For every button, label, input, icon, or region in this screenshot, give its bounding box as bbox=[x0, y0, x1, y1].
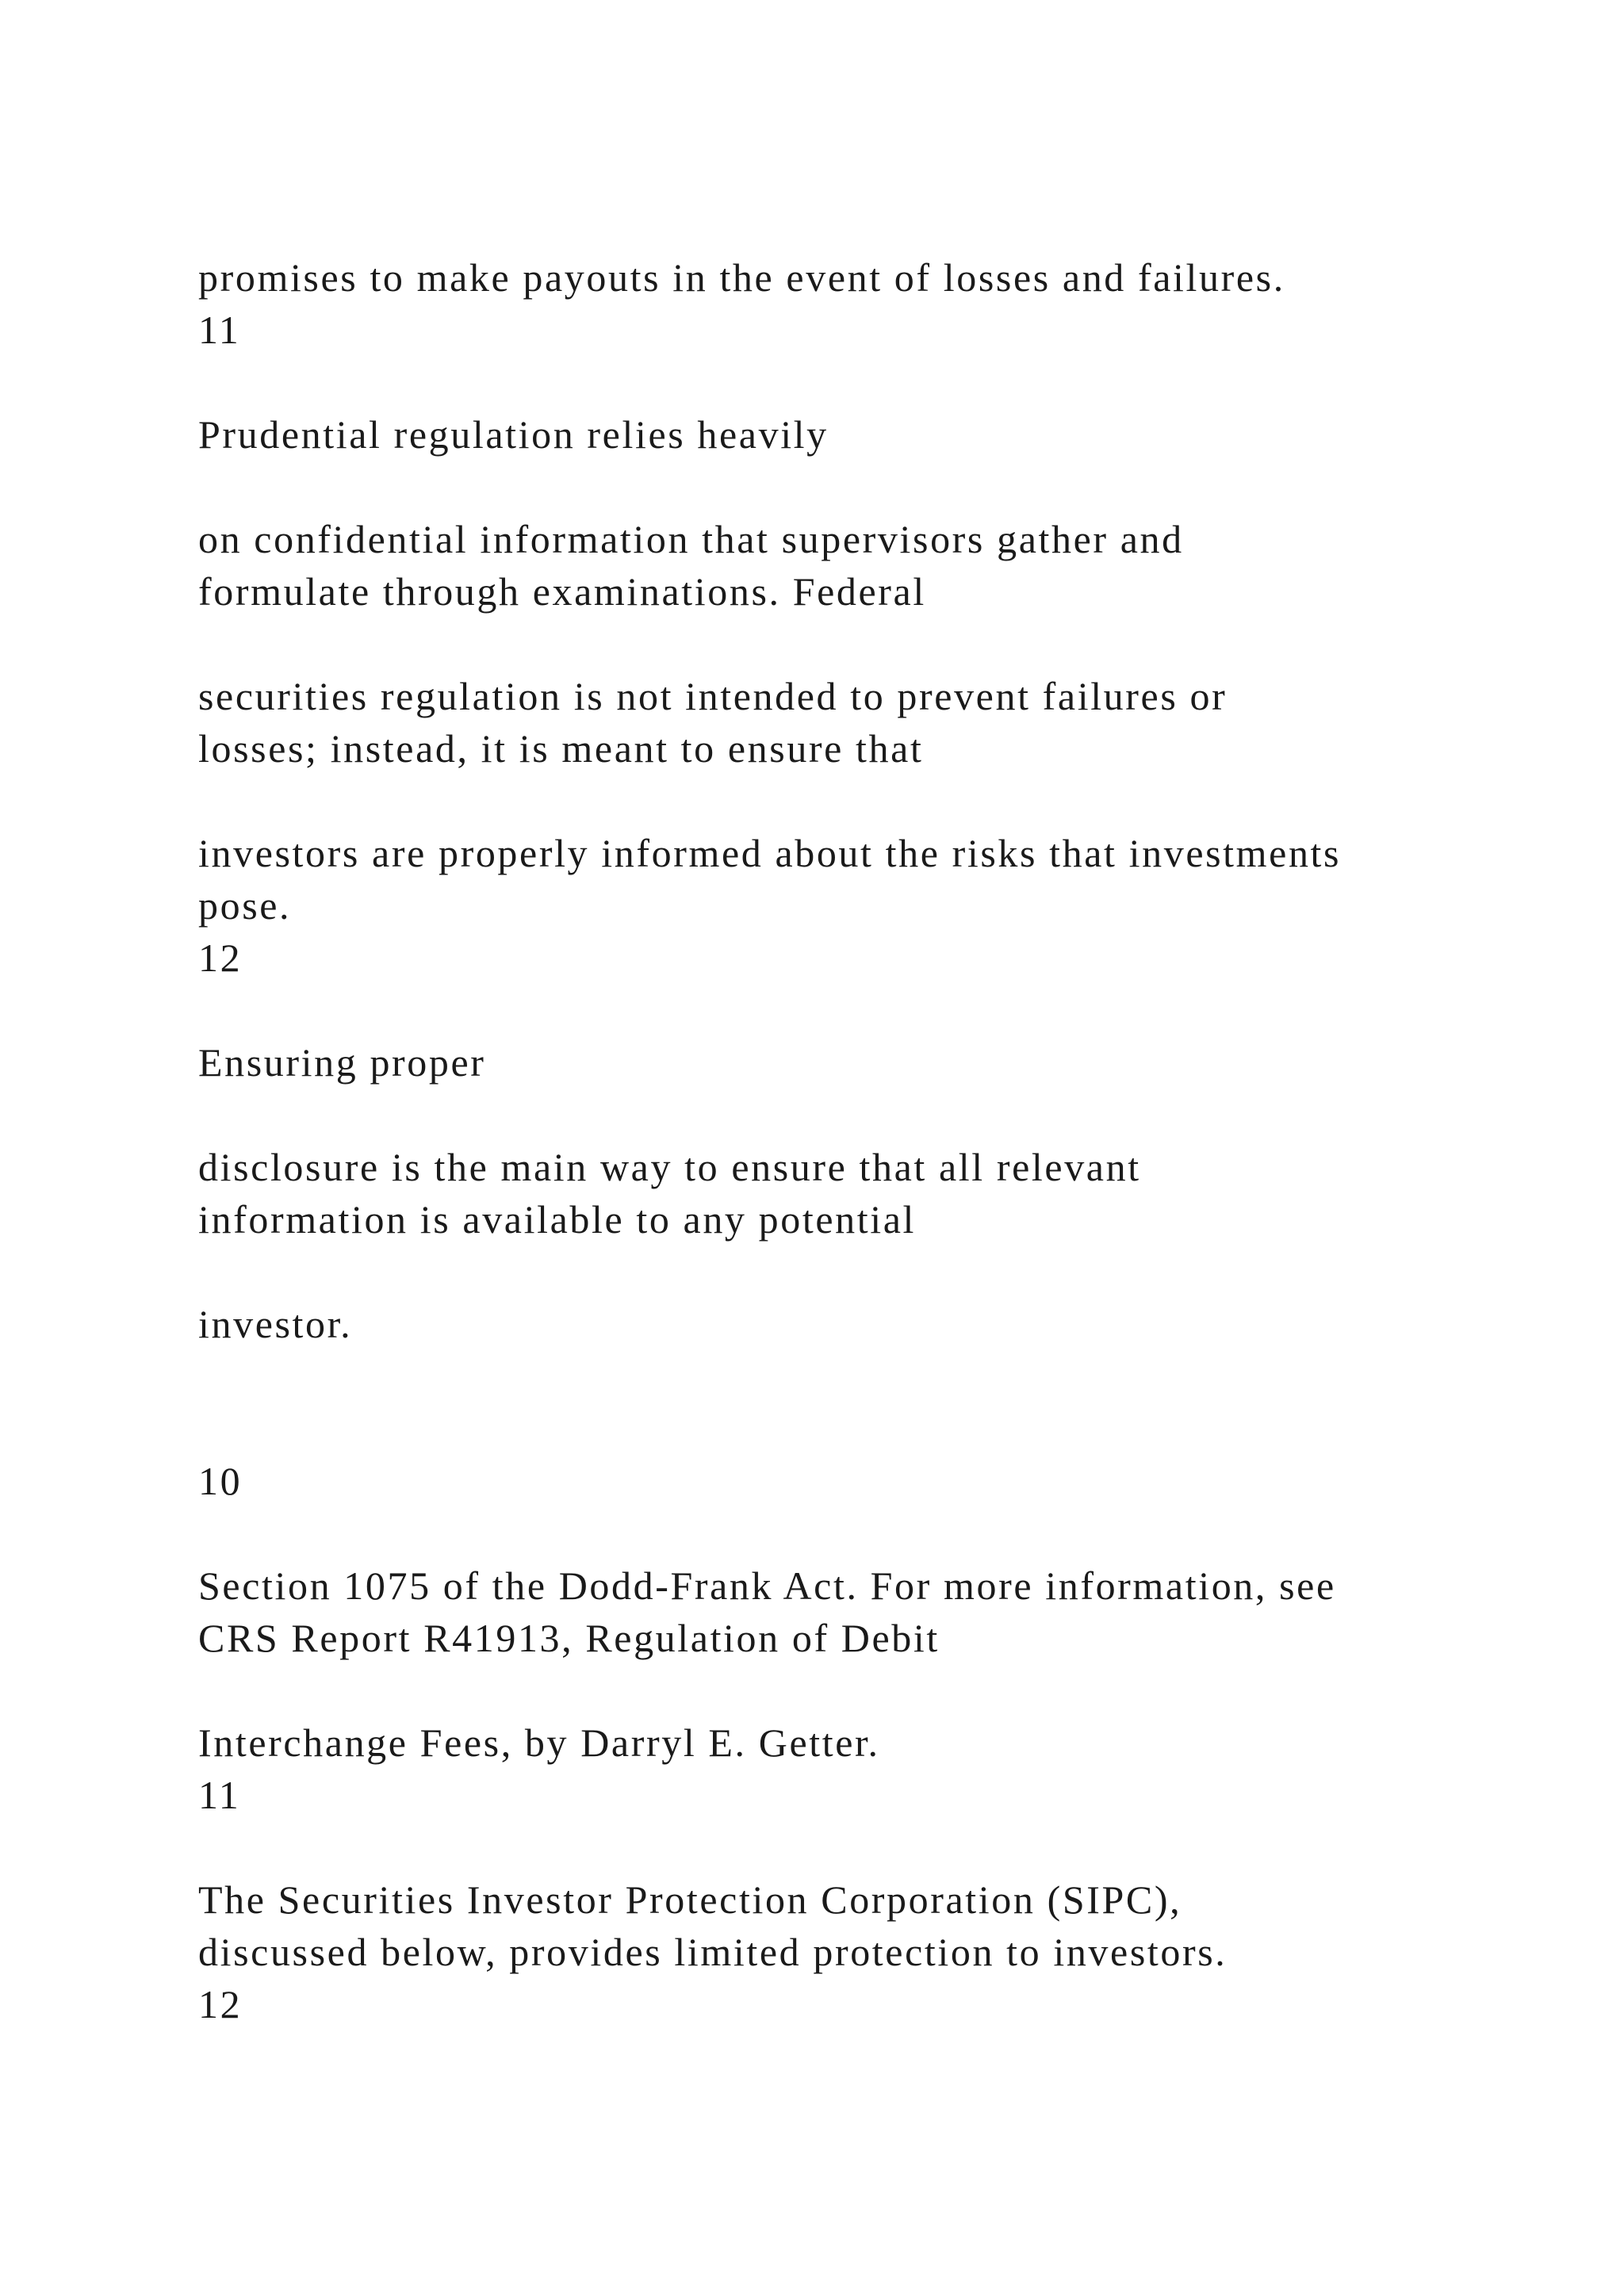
body-text-line: disclosure is the main way to ensure that all relevant bbox=[198, 1145, 1141, 1189]
body-text-line: pose. bbox=[198, 883, 292, 928]
footnote-marker: 11 bbox=[198, 308, 241, 352]
body-text-line: information is available to any potential bbox=[198, 1197, 916, 1242]
body-text-line: securities regulation is not intended to prevent failures or bbox=[198, 674, 1228, 718]
footnote-text: The Securities Investor Protection Corporation (SIPC), bbox=[198, 1877, 1182, 1922]
body-text-line: on confidential information that supervisors gather and bbox=[198, 517, 1184, 561]
body-text-line: Prudential regulation relies heavily bbox=[198, 412, 829, 457]
footnote-text: Section 1075 of the Dodd-Frank Act. For more information, see bbox=[198, 1563, 1336, 1608]
body-text-line: formulate through examinations. Federal bbox=[198, 569, 926, 614]
footnote-text: Interchange Fees, by Darryl E. Getter. bbox=[198, 1720, 880, 1765]
footnote-number: 11 bbox=[198, 1773, 241, 1817]
body-text-line: Ensuring proper bbox=[198, 1040, 486, 1085]
footnote-text: discussed below, provides limited protection to investors. bbox=[198, 1930, 1228, 1974]
body-text-line: investor. bbox=[198, 1302, 353, 1346]
footnote-number: 10 bbox=[198, 1459, 243, 1503]
body-text-line: promises to make payouts in the event of losses and failures. bbox=[198, 255, 1285, 300]
body-text-line: investors are properly informed about the risks that investments bbox=[198, 831, 1342, 875]
footnote-text: CRS Report R41913, Regulation of Debit bbox=[198, 1616, 940, 1660]
body-text-line: losses; instead, it is meant to ensure that bbox=[198, 726, 924, 771]
footnote-marker: 12 bbox=[198, 936, 243, 980]
footnote-number: 12 bbox=[198, 1982, 243, 2026]
